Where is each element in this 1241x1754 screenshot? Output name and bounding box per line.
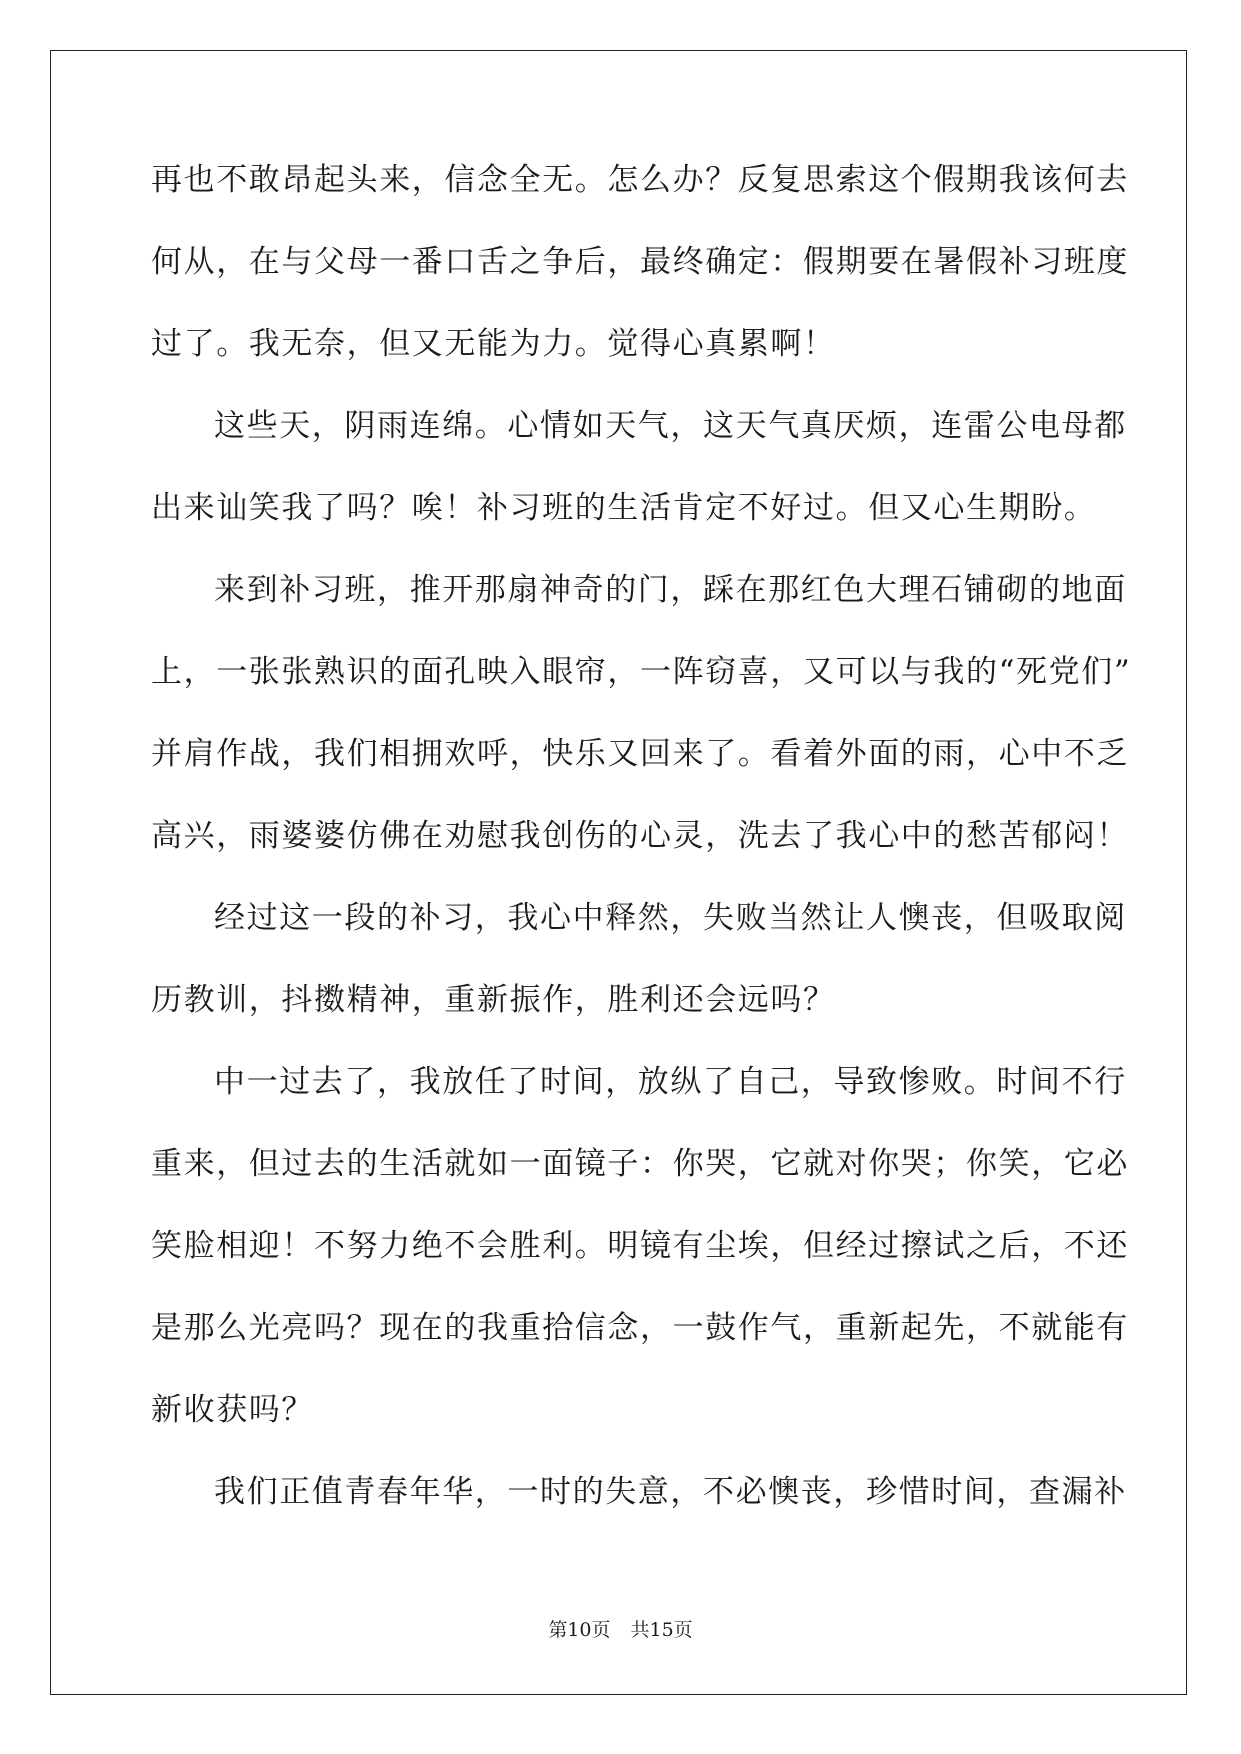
text-line-1: 再也不敢昂起头来，信念全无。怎么办？反复思索这个假期我该何去 (151, 162, 1129, 198)
text-line-7: 上，一张张熟识的面孔映入眼帘，一阵窃喜，又可以与我的“死党们” (151, 654, 1132, 690)
text-line-14: 笑脸相迎！不努力绝不会胜利。明镜有尘埃，但经过擦试之后，不还 (151, 1228, 1129, 1264)
text-line-10: 经过这一段的补习，我心中释然，失败当然让人懊丧，但吸取阅 (214, 900, 1127, 936)
text-line-8: 并肩作战，我们相拥欢呼，快乐又回来了。看着外面的雨，心中不乏 (151, 736, 1129, 772)
document-body (151, 162, 1132, 1556)
page-footer (0, 1618, 1241, 1642)
text-line-13: 重来，但过去的生活就如一面镜子：你哭，它就对你哭；你笑，它必 (151, 1146, 1129, 1182)
text-line-2: 何从，在与父母一番口舌之争后，最终确定：假期要在暑假补习班度 (151, 244, 1129, 280)
text-line-16: 新收获吗？ (151, 1392, 314, 1428)
text-line-6: 来到补习班，推开那扇神奇的门，踩在那红色大理石铺砌的地面 (214, 572, 1127, 608)
text-line-9: 高兴，雨婆婆仿佛在劝慰我创伤的心灵，洗去了我心中的愁苦郁闷！ (151, 818, 1129, 854)
text-line-4: 这些天，阴雨连绵。心情如天气，这天气真厌烦，连雷公电母都 (214, 408, 1127, 444)
text-line-11: 历教训，抖擞精神，重新振作，胜利还会远吗？ (151, 982, 836, 1018)
page-total: 共15页 (630, 1619, 693, 1641)
text-line-17: 我们正值青春年华，一时的失意，不必懊丧，珍惜时间，查漏补 (214, 1474, 1127, 1510)
text-line-15: 是那么光亮吗？现在的我重拾信念，一鼓作气，重新起先，不就能有 (151, 1310, 1129, 1346)
text-line-12: 中一过去了，我放任了时间，放纵了自己，导致惨败。时间不行 (214, 1064, 1127, 1100)
text-line-3: 过了。我无奈，但又无能为力。觉得心真累啊！ (151, 326, 836, 362)
text-line-5: 出来讪笑我了吗？唉！补习班的生活肯定不好过。但又心生期盼。 (151, 490, 1097, 526)
page-number: 第10页 (548, 1619, 611, 1641)
